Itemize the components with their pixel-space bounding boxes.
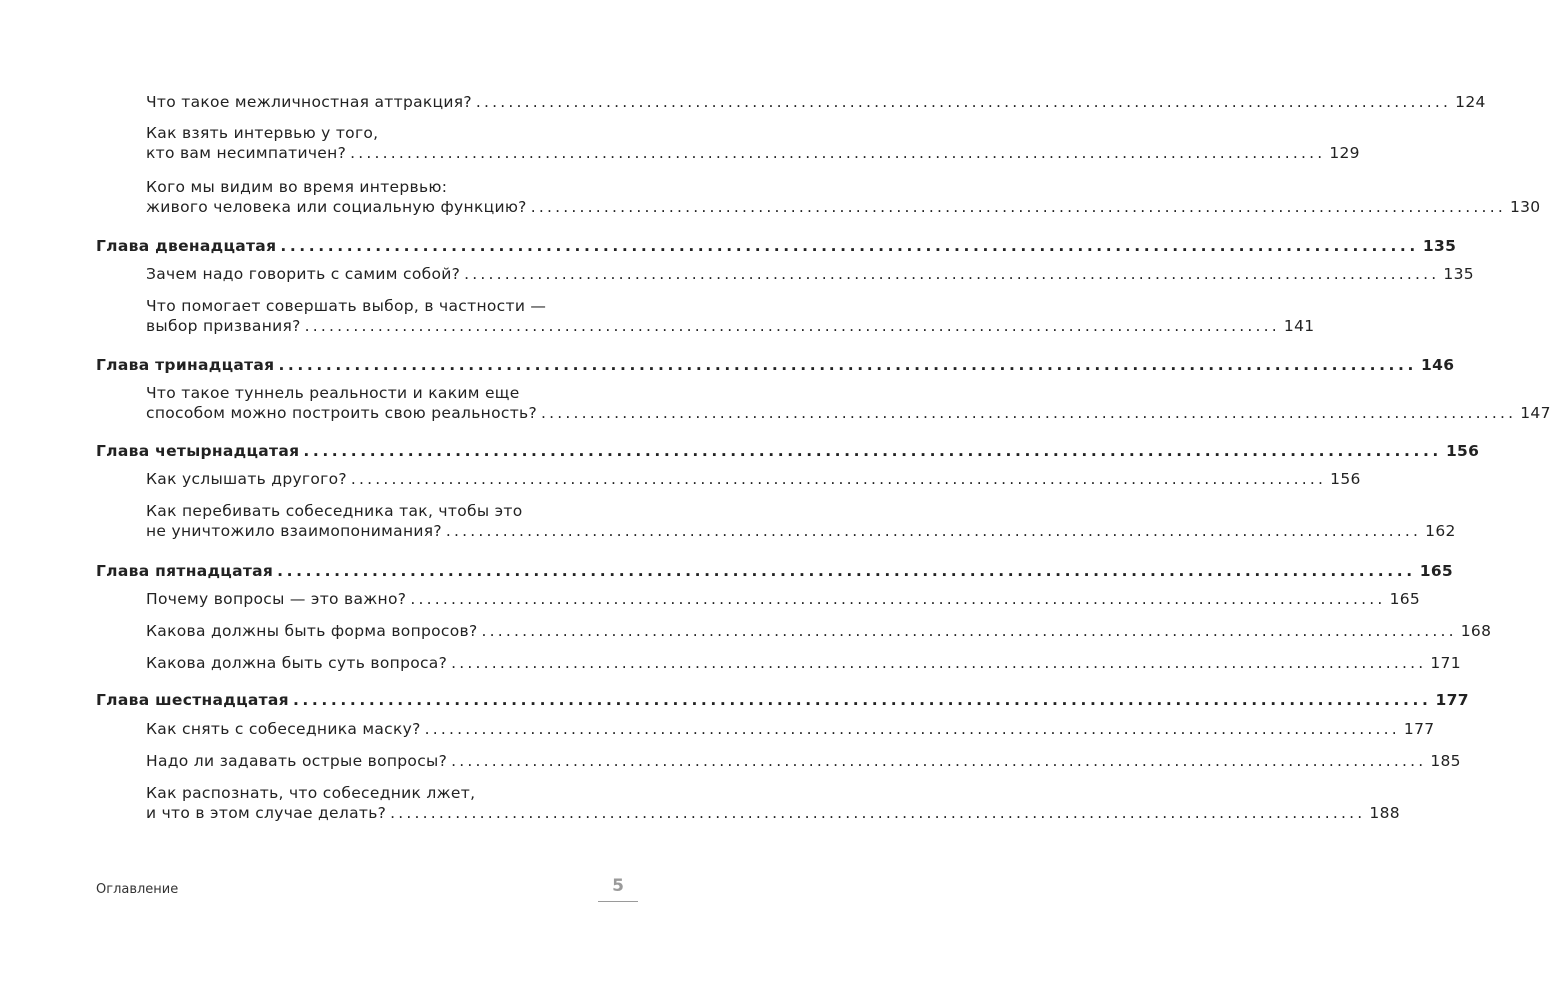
dot-leader: ........................................................................................................................ bbox=[280, 237, 1419, 255]
toc-chapter-heading bbox=[96, 441, 1480, 461]
dot-leader: ........................................................................................................................ bbox=[424, 720, 1400, 738]
toc-entry-title: живого человека или социальную функцию? bbox=[146, 198, 527, 216]
toc-entry bbox=[146, 383, 1551, 423]
toc-entry-title: не уничтожило взаимопонимания? bbox=[146, 522, 442, 540]
toc-page-number: 185 bbox=[1430, 752, 1461, 770]
toc-page-number: 129 bbox=[1329, 144, 1360, 162]
toc-page-number: 130 bbox=[1509, 198, 1541, 216]
dot-leader: ........................................................................................................................ bbox=[530, 198, 1506, 216]
toc-page-number: 171 bbox=[1430, 654, 1461, 672]
toc-chapter-heading bbox=[96, 355, 1455, 375]
toc-page-number: 177 bbox=[1403, 720, 1435, 738]
dot-leader: ........................................................................................................................ bbox=[350, 470, 1327, 488]
toc-entry bbox=[146, 123, 1360, 163]
toc-page-number: 124 bbox=[1455, 93, 1486, 111]
running-footer-title: Оглавление bbox=[96, 882, 179, 897]
toc-chapter-heading bbox=[96, 690, 1469, 710]
dot-leader: ........................................................................................................................ bbox=[278, 356, 1418, 374]
toc-page-number: 162 bbox=[1425, 522, 1456, 540]
dot-leader: ........................................................................................................................ bbox=[445, 522, 1422, 540]
toc-entry-title: Какова должна быть суть вопроса? bbox=[146, 654, 448, 672]
chapter-title: Глава шестнадцатая bbox=[96, 691, 289, 709]
dot-leader: ........................................................................................................................ bbox=[481, 622, 1457, 640]
chapter-page-number: 177 bbox=[1435, 691, 1469, 709]
toc-entry-title: кто вам несимпатичен? bbox=[146, 144, 347, 162]
dot-leader: ........................................................................................................................ bbox=[304, 317, 1280, 335]
toc-entry bbox=[146, 92, 1486, 112]
toc-entry bbox=[146, 653, 1461, 673]
dot-leader: ........................................................................................................................ bbox=[451, 654, 1427, 672]
toc-entry bbox=[146, 621, 1492, 641]
toc-entry-title: Как взять интервью у того, bbox=[146, 124, 379, 142]
page-number-rule bbox=[598, 901, 638, 902]
toc-entry-title: Как снять с собеседника маску? bbox=[146, 720, 421, 738]
chapter-title: Глава четырнадцатая bbox=[96, 442, 300, 460]
dot-leader: ........................................................................................................................ bbox=[451, 752, 1427, 770]
toc-page-number: 188 bbox=[1369, 804, 1400, 822]
toc-entry-title: Почему вопросы — это важно? bbox=[146, 590, 407, 608]
toc-page-number: 135 bbox=[1443, 265, 1474, 283]
toc-entry bbox=[146, 177, 1541, 217]
dot-leader: ........................................................................................................................ bbox=[410, 590, 1386, 608]
toc-entry-title: Надо ли задавать острые вопросы? bbox=[146, 752, 448, 770]
chapter-page-number: 156 bbox=[1445, 442, 1480, 460]
toc-entry bbox=[146, 296, 1315, 336]
toc-entry-title: выбор призвания? bbox=[146, 317, 301, 335]
chapter-page-number: 146 bbox=[1421, 356, 1455, 374]
toc-entry-title: Что такое межличностная аттракция? bbox=[146, 93, 472, 111]
toc-entry-title: Какова должны быть форма вопросов? bbox=[146, 622, 478, 640]
toc-entry-title: и что в этом случае делать? bbox=[146, 804, 387, 822]
toc-chapter-heading bbox=[96, 561, 1453, 581]
chapter-title: Глава пятнадцатая bbox=[96, 562, 274, 580]
toc-entry bbox=[146, 783, 1400, 823]
dot-leader: ........................................................................................................................ bbox=[350, 144, 1326, 162]
dot-leader: ........................................................................................................................ bbox=[303, 442, 1442, 460]
toc-page-number: 165 bbox=[1389, 590, 1421, 608]
toc-page-number: 168 bbox=[1460, 622, 1492, 640]
toc-entry-title: Что такое туннель реальности и каким еще bbox=[146, 384, 520, 402]
page-number: 5 bbox=[612, 876, 624, 896]
toc-entry bbox=[146, 751, 1461, 771]
toc-entry bbox=[146, 469, 1361, 489]
toc-entry-title: Кого мы видим во время интервью: bbox=[146, 178, 448, 196]
dot-leader: ........................................................................................................................ bbox=[292, 691, 1432, 709]
toc-entry-title: Как распознать, что собеседник лжет, bbox=[146, 784, 476, 802]
toc-entry bbox=[146, 501, 1456, 541]
toc-chapter-heading bbox=[96, 236, 1457, 256]
dot-leader: ........................................................................................................................ bbox=[464, 265, 1440, 283]
dot-leader: ........................................................................................................................ bbox=[541, 404, 1517, 422]
chapter-page-number: 135 bbox=[1422, 237, 1457, 255]
toc-entry-title: Что помогает совершать выбор, в частности — bbox=[146, 297, 547, 315]
toc-page-number: 156 bbox=[1330, 470, 1361, 488]
toc-entry-title: Как услышать другого? bbox=[146, 470, 347, 488]
dot-leader: ........................................................................................................................ bbox=[390, 804, 1366, 822]
toc-entry bbox=[146, 719, 1435, 739]
toc-entry-title: Как перебивать собеседника так, чтобы это bbox=[146, 502, 523, 520]
toc-entry bbox=[146, 589, 1421, 609]
chapter-title: Глава тринадцатая bbox=[96, 356, 275, 374]
dot-leader: ........................................................................................................................ bbox=[475, 93, 1452, 111]
dot-leader: ........................................................................................................................ bbox=[277, 562, 1416, 580]
chapter-page-number: 165 bbox=[1419, 562, 1453, 580]
toc-entry-title: Зачем надо говорить с самим собой? bbox=[146, 265, 461, 283]
toc-entry-title: способом можно построить свою реальность? bbox=[146, 404, 538, 422]
toc-page-number: 147 bbox=[1520, 404, 1551, 422]
toc-entry bbox=[146, 264, 1474, 284]
chapter-title: Глава двенадцатая bbox=[96, 237, 277, 255]
toc-page-number: 141 bbox=[1283, 317, 1315, 335]
